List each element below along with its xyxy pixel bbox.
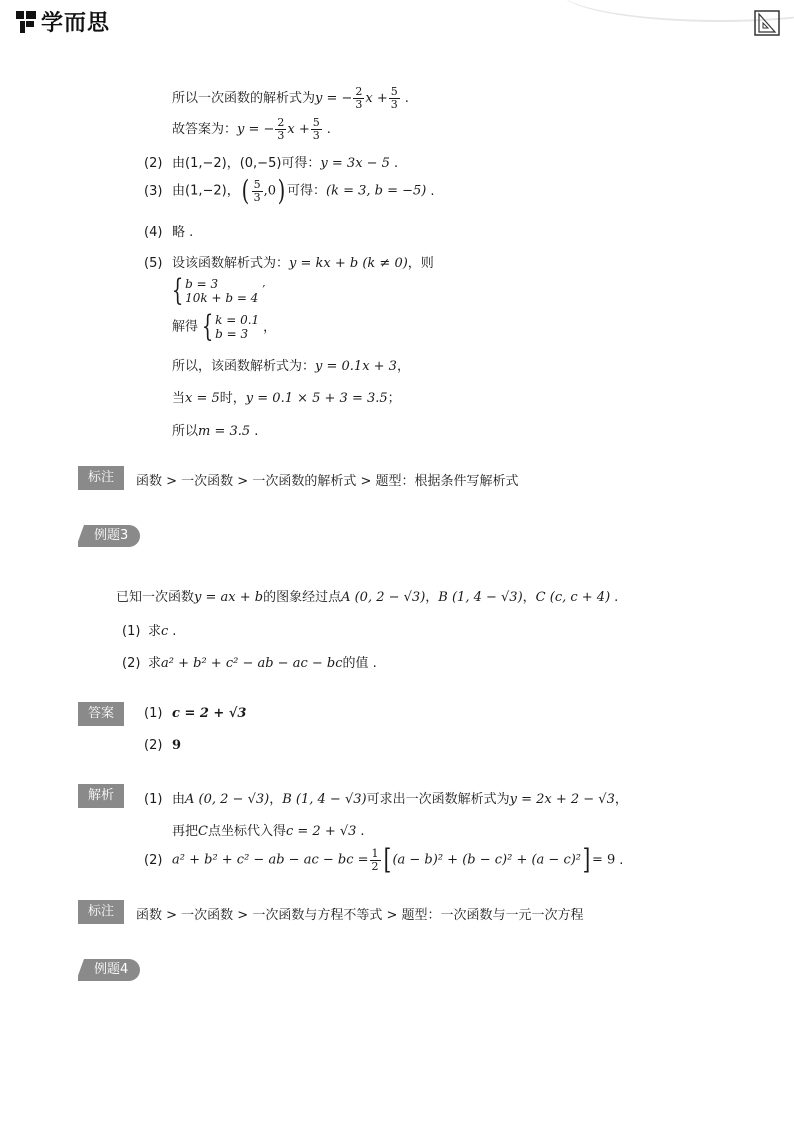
- solution-line-3: 所以，该函数解析式为：y = 0.1x + 3，: [172, 359, 410, 374]
- solution-part-3: (3) 由(1,−2)，( $\frac{5}{3}$ ,0) 可得：(k = 3, b = −5) .: [144, 174, 435, 207]
- example-3-stem: 已知一次函数y = ax + b的图象经过点A (0, 2 − √3)，B (1, 4 − √3)，C (c, c + 4) .: [116, 590, 619, 605]
- equation-system-1: { b = 3 10k + b = 4 ′: [171, 273, 266, 308]
- example-3-question-2: (2) 求a² + b² + c² − ab − ac − bc的值 .: [122, 656, 377, 671]
- analysis-1-continued: 再把C点坐标代入得c = 2 + √3 .: [172, 824, 365, 839]
- ruler-icon: [754, 8, 780, 36]
- solution-line-4: 当x = 5时，y = 0.1 × 5 + 3 = 3.5；: [172, 391, 401, 406]
- example-4-label: 例题4: [78, 959, 140, 981]
- logo-text: 学而思: [41, 11, 111, 36]
- solution-line-2: 故答案为：y = − $\frac{2}{3}$ x + $\frac{5}{3}$ .: [172, 116, 331, 142]
- solution-line-1: 所以一次函数的解析式为y = − $\frac{2}{3}$ x + $\frac{5}{3}$ .: [172, 85, 409, 111]
- note-label-2: 标注: [78, 900, 124, 924]
- logo: [14, 6, 110, 37]
- analysis-label: 解析: [78, 784, 124, 808]
- note-label: 标注: [78, 466, 124, 490]
- equation-system-2: 解得 { k = 0.1 b = 3 ，: [172, 309, 277, 344]
- note-text-2: 函数 > 一次函数 > 一次函数与方程不等式 > 题型：一次函数与一元一次方程: [136, 908, 584, 923]
- solution-part-4: (4) 略 .: [144, 225, 194, 240]
- answer-label: 答案: [78, 702, 124, 726]
- answer-2: (2) 9: [144, 738, 182, 753]
- solution-line-5: 所以m = 3.5 .: [172, 424, 259, 439]
- note-text: 函数 > 一次函数 > 一次函数的解析式 > 题型：根据条件写解析式: [136, 474, 519, 489]
- analysis-1: (1) 由A (0, 2 − √3)，B (1, 4 − √3)可求出一次函数解析式为y = 2x + 2 − √3，: [144, 792, 628, 807]
- answer-1: (1) c = 2 + √3: [144, 706, 247, 721]
- example-3-label: 例题3: [78, 525, 140, 547]
- solution-part-5: (5) 设该函数解析式为：y = kx + b (k ≠ 0)，则: [144, 256, 434, 271]
- solution-part-2: (2) 由(1,−2)，(0,−5)可得：y = 3x − 5 .: [144, 156, 399, 171]
- example-3-question-1: (1) 求c .: [122, 624, 177, 639]
- logo-icon: [14, 9, 38, 35]
- analysis-2: (2) a² + b² + c² − ab − ac − bc = $\frac{1}{2}$ [ (a − b)² + (b − c)² + (a − c)²] = 9 .: [144, 843, 624, 876]
